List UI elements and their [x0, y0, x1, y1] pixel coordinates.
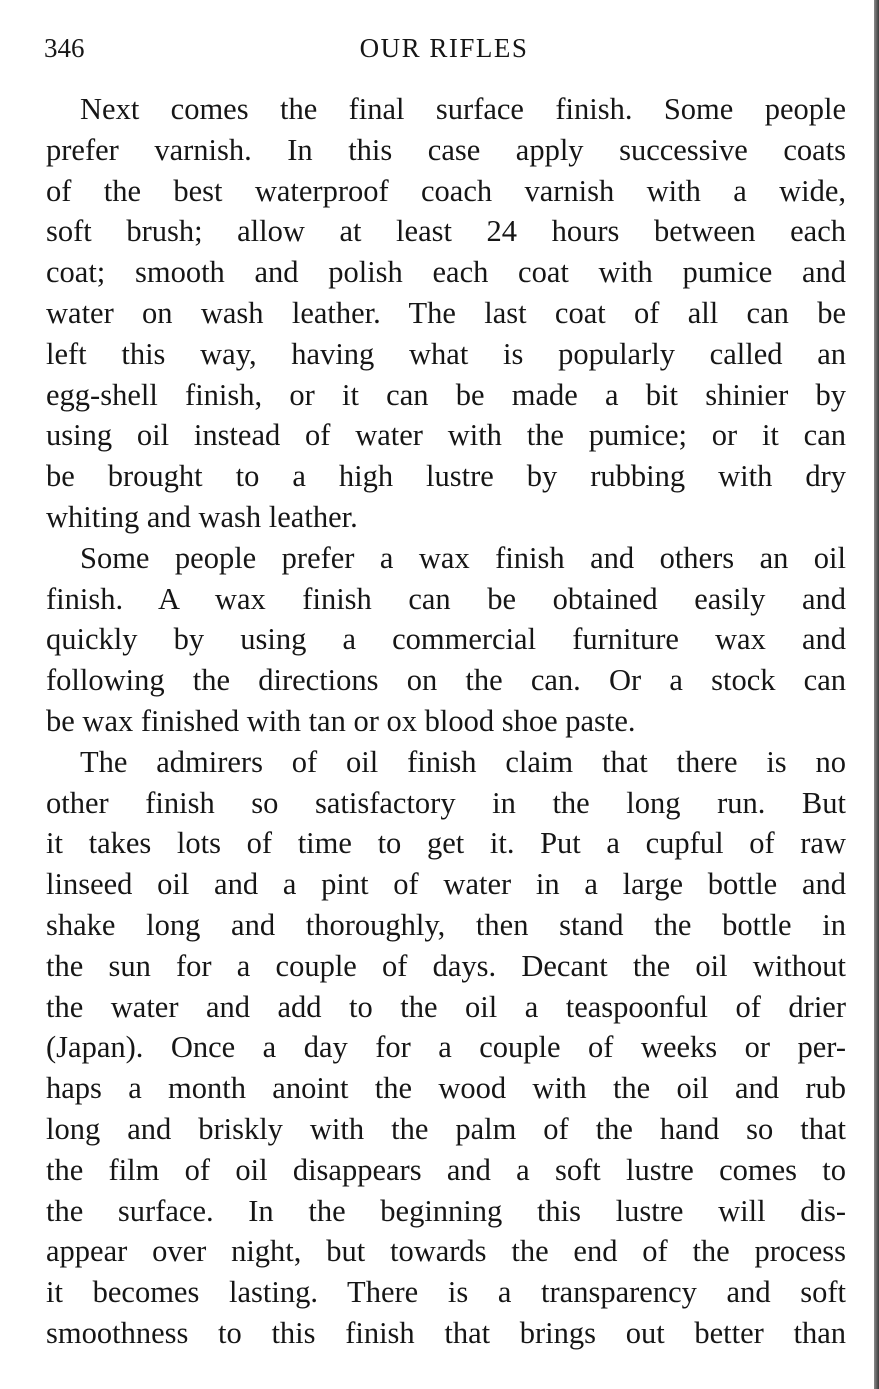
text-line: it takes lots of time to get it. Put a cupful of raw [46, 826, 846, 861]
page-edge-shadow [874, 0, 879, 1389]
text-line: the sun for a couple of days. Decant the oil without [46, 948, 846, 983]
text-line: the water and add to the oil a teaspoonful of drier [46, 989, 846, 1024]
text-line: following the directions on the can. Or a stock can [46, 663, 846, 698]
text-line: long and briskly with the palm of the hand so that [46, 1111, 846, 1146]
running-title: OUR RIFLES [359, 33, 529, 63]
text-line: using oil instead of water with the pumice; or it can [46, 418, 846, 453]
text-line: The admirers of oil finish claim that there is no [80, 744, 846, 779]
text-line: haps a month anoint the wood with the oil and rub [46, 1071, 846, 1106]
body-text [46, 89, 846, 1354]
text-line: be wax finished with tan or ox blood shoe paste. [46, 703, 636, 738]
text-line: of the best waterproof coach varnish with a wide, [46, 173, 846, 208]
text-line: water on wash leather. The last coat of all can be [46, 295, 846, 330]
text-line: finish. A wax finish can be obtained easily and [46, 581, 846, 616]
text-line: (Japan). Once a day for a couple of weeks or per- [46, 1030, 846, 1065]
page-number: 346 [44, 33, 85, 63]
text-line: appear over night, but towards the end of the process [46, 1234, 846, 1269]
text-line: other finish so satisfactory in the long run. But [46, 785, 846, 820]
text-line: Some people prefer a wax finish and others an oil [80, 540, 846, 575]
text-line: smoothness to this finish that brings out better than [46, 1315, 846, 1350]
text-line: egg-shell finish, or it can be made a bit shinier by [46, 377, 846, 412]
text-line: be brought to a high lustre by rubbing with dry [46, 459, 846, 494]
text-line: quickly by using a commercial furniture wax and [46, 622, 846, 657]
text-line: shake long and thoroughly, then stand the bottle in [46, 907, 846, 942]
text-line: linseed oil and a pint of water in a large bottle and [46, 867, 846, 902]
text-line: the surface. In the beginning this lustre will dis- [46, 1193, 846, 1228]
text-line: left this way, having what is popularly called an [46, 336, 846, 371]
paragraph-oil-finish [46, 742, 846, 1354]
page-header [44, 30, 844, 66]
text-line: coat; smooth and polish each coat with pumice and [46, 255, 846, 290]
text-line: it becomes lasting. There is a transparency and soft [46, 1275, 846, 1310]
text-line: prefer varnish. In this case apply successive coats [46, 132, 846, 167]
text-line: Next comes the final surface finish. Some people [80, 92, 846, 126]
text-line: the film of oil disappears and a soft lustre comes to [46, 1152, 846, 1187]
text-line: whiting and wash leather. [46, 499, 358, 534]
text-line: soft brush; allow at least 24 hours between each [46, 214, 846, 249]
paragraph-wax-finish [46, 538, 846, 742]
paragraph-varnish-finish [46, 89, 846, 538]
